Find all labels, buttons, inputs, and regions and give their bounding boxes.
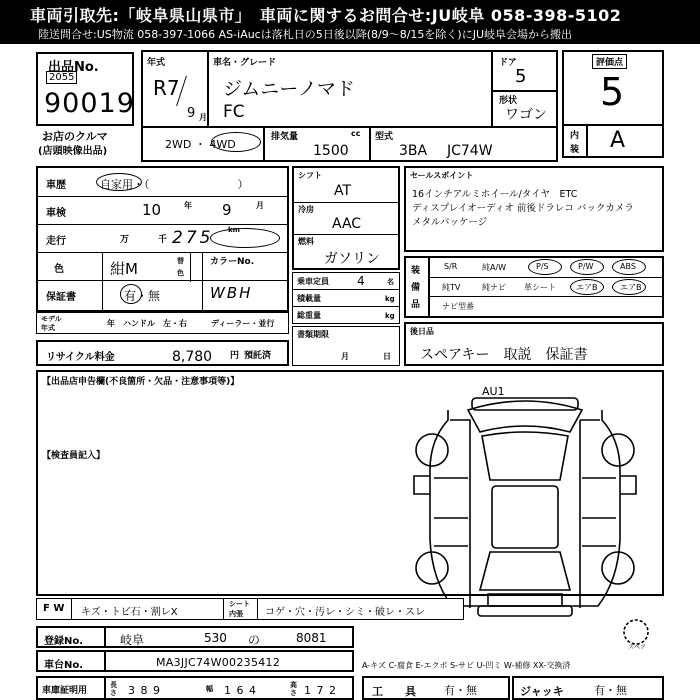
- history-label: 車歴: [46, 180, 66, 191]
- accessories-label: 後日品: [410, 327, 434, 336]
- recycle-value: 8,780: [172, 349, 213, 365]
- equip-abs: ABS: [620, 262, 636, 271]
- registration-region: 岐阜: [120, 633, 145, 647]
- load-label: 積載量: [297, 294, 321, 303]
- type-prefix: 3BA: [399, 143, 428, 159]
- score-label: 評価点: [592, 54, 627, 69]
- interior-value: A: [610, 128, 626, 153]
- month-value: 9: [187, 106, 196, 121]
- diagram-mark-au1: AU1: [482, 385, 505, 398]
- size-label: 車庫証明用: [42, 686, 88, 696]
- drive-2wd: 2WD: [165, 138, 192, 151]
- drive-options: 2WD ・ 4WD: [165, 138, 236, 151]
- name-label: 車名・グレード: [213, 58, 277, 68]
- interior-label-1: 内: [570, 131, 580, 141]
- year-label: 年式: [147, 58, 166, 68]
- sales-point-line-2: ディスプレイオーディオ 前後ドラレコ バックカメラ: [412, 203, 634, 214]
- door-value: 5: [515, 66, 527, 87]
- warranty-label: 保証書: [46, 292, 76, 303]
- equip-leather-seat: 革シート: [524, 283, 556, 292]
- passenger-label: 乗車定員: [297, 277, 329, 286]
- shift-value: AT: [334, 183, 352, 199]
- vehicle-name: ジムニーノマド: [223, 78, 355, 100]
- fuel-label: 燃料: [298, 237, 314, 246]
- weight-unit: kg: [385, 312, 395, 320]
- width-label: 幅: [206, 685, 213, 693]
- sales-point-line-1: 16インチアルミホイール/タイヤ ETC: [412, 189, 578, 200]
- aircon-value: AAC: [332, 216, 362, 232]
- vehicle-grade: FC: [223, 102, 245, 122]
- type-value: JC74W: [447, 143, 493, 159]
- dealer-options: ディーラー・並行: [211, 319, 275, 328]
- equipment-label-3: 品: [411, 300, 421, 310]
- shop-car-sub: (店頭映像出品): [38, 146, 108, 157]
- color-code-value: WBH: [210, 284, 253, 302]
- header-subtitle: 陸送問合せ:US物流 058-397-1066 AS-iAucは落札日の5日後以降(8/9〜8/15を除く)にJU岐阜会場から搬出: [38, 28, 573, 41]
- shape-value: ワゴン: [505, 107, 547, 123]
- model-year-unit: 年: [107, 319, 115, 328]
- lot-number: 90019: [44, 88, 135, 119]
- registration-row: [36, 626, 354, 648]
- spare-tire-label: スペア: [628, 644, 647, 651]
- document-term-label: 書類期限: [297, 330, 329, 339]
- inspector-notes-label: 【検査員記入】: [42, 451, 106, 461]
- sales-point-line-3: メタルパッケージ: [412, 217, 488, 228]
- inspection-month: 9: [222, 201, 232, 219]
- mileage-label: 走行: [46, 236, 66, 247]
- history-options: 自家用・（ ）: [100, 178, 249, 191]
- tools-label: 工 具: [372, 685, 416, 698]
- color-change-1: 替: [177, 257, 184, 265]
- lot-label: 出品No.: [48, 60, 99, 75]
- passenger-unit: 名: [387, 278, 394, 286]
- inspection-year: 10: [142, 201, 162, 219]
- tools-box: [362, 676, 510, 700]
- color-change-2: 色: [177, 269, 184, 277]
- displacement-label: 排気量: [271, 132, 299, 142]
- damage-legend: A-キズ C-腐食 E-エクボ S-サビ U-凹ミ W-補修 XX-交換済: [362, 661, 571, 670]
- length-label: 長さ: [110, 681, 117, 697]
- recycle-unit: 円: [230, 351, 240, 361]
- tools-options: 有・無: [444, 684, 477, 697]
- equip-navi: 純ナビ: [482, 283, 506, 292]
- fw-label: F W: [43, 603, 65, 614]
- color-code-label: カラーNo.: [210, 257, 255, 267]
- navi-model-label: ナビ型番: [442, 302, 474, 311]
- passenger-value: 4: [357, 274, 365, 288]
- handle-options: ハンドル 左・右: [123, 319, 187, 328]
- registration-kana: の: [248, 633, 261, 647]
- displacement-value: 1500: [313, 143, 349, 159]
- inspection-year-unit: 年: [184, 201, 192, 210]
- size-row: [36, 676, 354, 700]
- lot-sub-number: 2055: [46, 71, 77, 84]
- document-day-unit: 日: [383, 352, 391, 361]
- color-label: 色: [54, 264, 64, 275]
- equip-airbag-1: エアB: [576, 283, 598, 292]
- model-label-2: 年式: [41, 324, 55, 332]
- aircon-label: 冷房: [298, 205, 314, 214]
- equipment-label-2: 備: [411, 283, 421, 293]
- fw-options: キズ・トビ石・割レX: [81, 607, 178, 618]
- fuel-value: ガソリン: [324, 251, 380, 267]
- score-value: 5: [600, 70, 625, 114]
- mileage-man: 万: [120, 235, 130, 245]
- jack-label: ジャッキ: [520, 685, 564, 698]
- shift-label: シフト: [298, 171, 322, 180]
- chassis-label: 車台No.: [44, 660, 84, 671]
- registration-number: 8081: [296, 631, 327, 645]
- registration-label: 登録No.: [44, 636, 84, 647]
- seat-options: コゲ・穴・汚レ・シミ・破レ・スレ: [265, 607, 425, 618]
- equip-airbag-2: エアB: [620, 283, 642, 292]
- equip-tv: 純TV: [442, 283, 461, 292]
- model-label-1: モデル: [41, 315, 62, 323]
- inspection-month-unit: 月: [256, 201, 264, 210]
- year-value: R7: [153, 76, 180, 100]
- warranty-options: 有・無: [124, 289, 161, 303]
- weight-label: 総重量: [297, 311, 321, 320]
- mileage-value: 275: [172, 228, 214, 248]
- shape-label: 形状: [499, 96, 518, 106]
- accessories-value: スペアキー 取説 保証書: [420, 347, 588, 363]
- shop-car-label: お店のクルマ: [42, 130, 108, 143]
- chassis-value: MA3JJC74W00235412: [156, 656, 281, 669]
- equip-alloy-wheel: 純A/W: [482, 263, 507, 272]
- mileage-sen: 千: [158, 235, 168, 245]
- recycle-label: リサイクル料金: [46, 352, 115, 363]
- drive-4wd: 4WD: [209, 138, 236, 151]
- equip-sunroof: S/R: [444, 262, 458, 271]
- fw-row: [36, 598, 464, 620]
- document-month-unit: 月: [341, 352, 349, 361]
- interior-label-2: 装: [570, 145, 580, 155]
- displacement-unit: cc: [351, 129, 361, 138]
- equip-power-steering: P/S: [536, 262, 549, 271]
- jack-options: 有・無: [594, 684, 627, 697]
- height-label: 高さ: [290, 681, 297, 697]
- chassis-row: [36, 650, 354, 672]
- registration-class: 530: [204, 631, 227, 645]
- header-title: 車両引取先:「岐阜県山県市」 車両に関するお問合せ:JU岐阜 058-398-5102: [30, 6, 622, 25]
- month-unit: 月: [199, 113, 207, 122]
- door-label: ドア: [499, 58, 517, 68]
- recycle-deposit: 預託済: [244, 351, 272, 361]
- height-value: 1 7 2: [304, 684, 337, 697]
- color-value: 紺M: [110, 260, 138, 278]
- seat-label-2: 内張: [229, 610, 243, 618]
- equip-power-window: P/W: [578, 262, 594, 271]
- width-value: 1 6 4: [224, 684, 257, 697]
- inspection-label: 車検: [46, 208, 66, 219]
- load-unit: kg: [385, 295, 395, 303]
- sales-point-label: セールスポイント: [410, 171, 474, 180]
- seller-notes-label: 【出品店申告欄(不良箇所・欠品・注意事項等)】: [42, 377, 240, 387]
- jack-box: [512, 676, 664, 700]
- equipment-label-1: 装: [411, 266, 421, 276]
- type-label: 型式: [375, 132, 394, 142]
- mileage-unit: km: [228, 226, 240, 234]
- length-value: 3 8 9: [128, 684, 161, 697]
- seat-label-1: シート: [229, 600, 250, 608]
